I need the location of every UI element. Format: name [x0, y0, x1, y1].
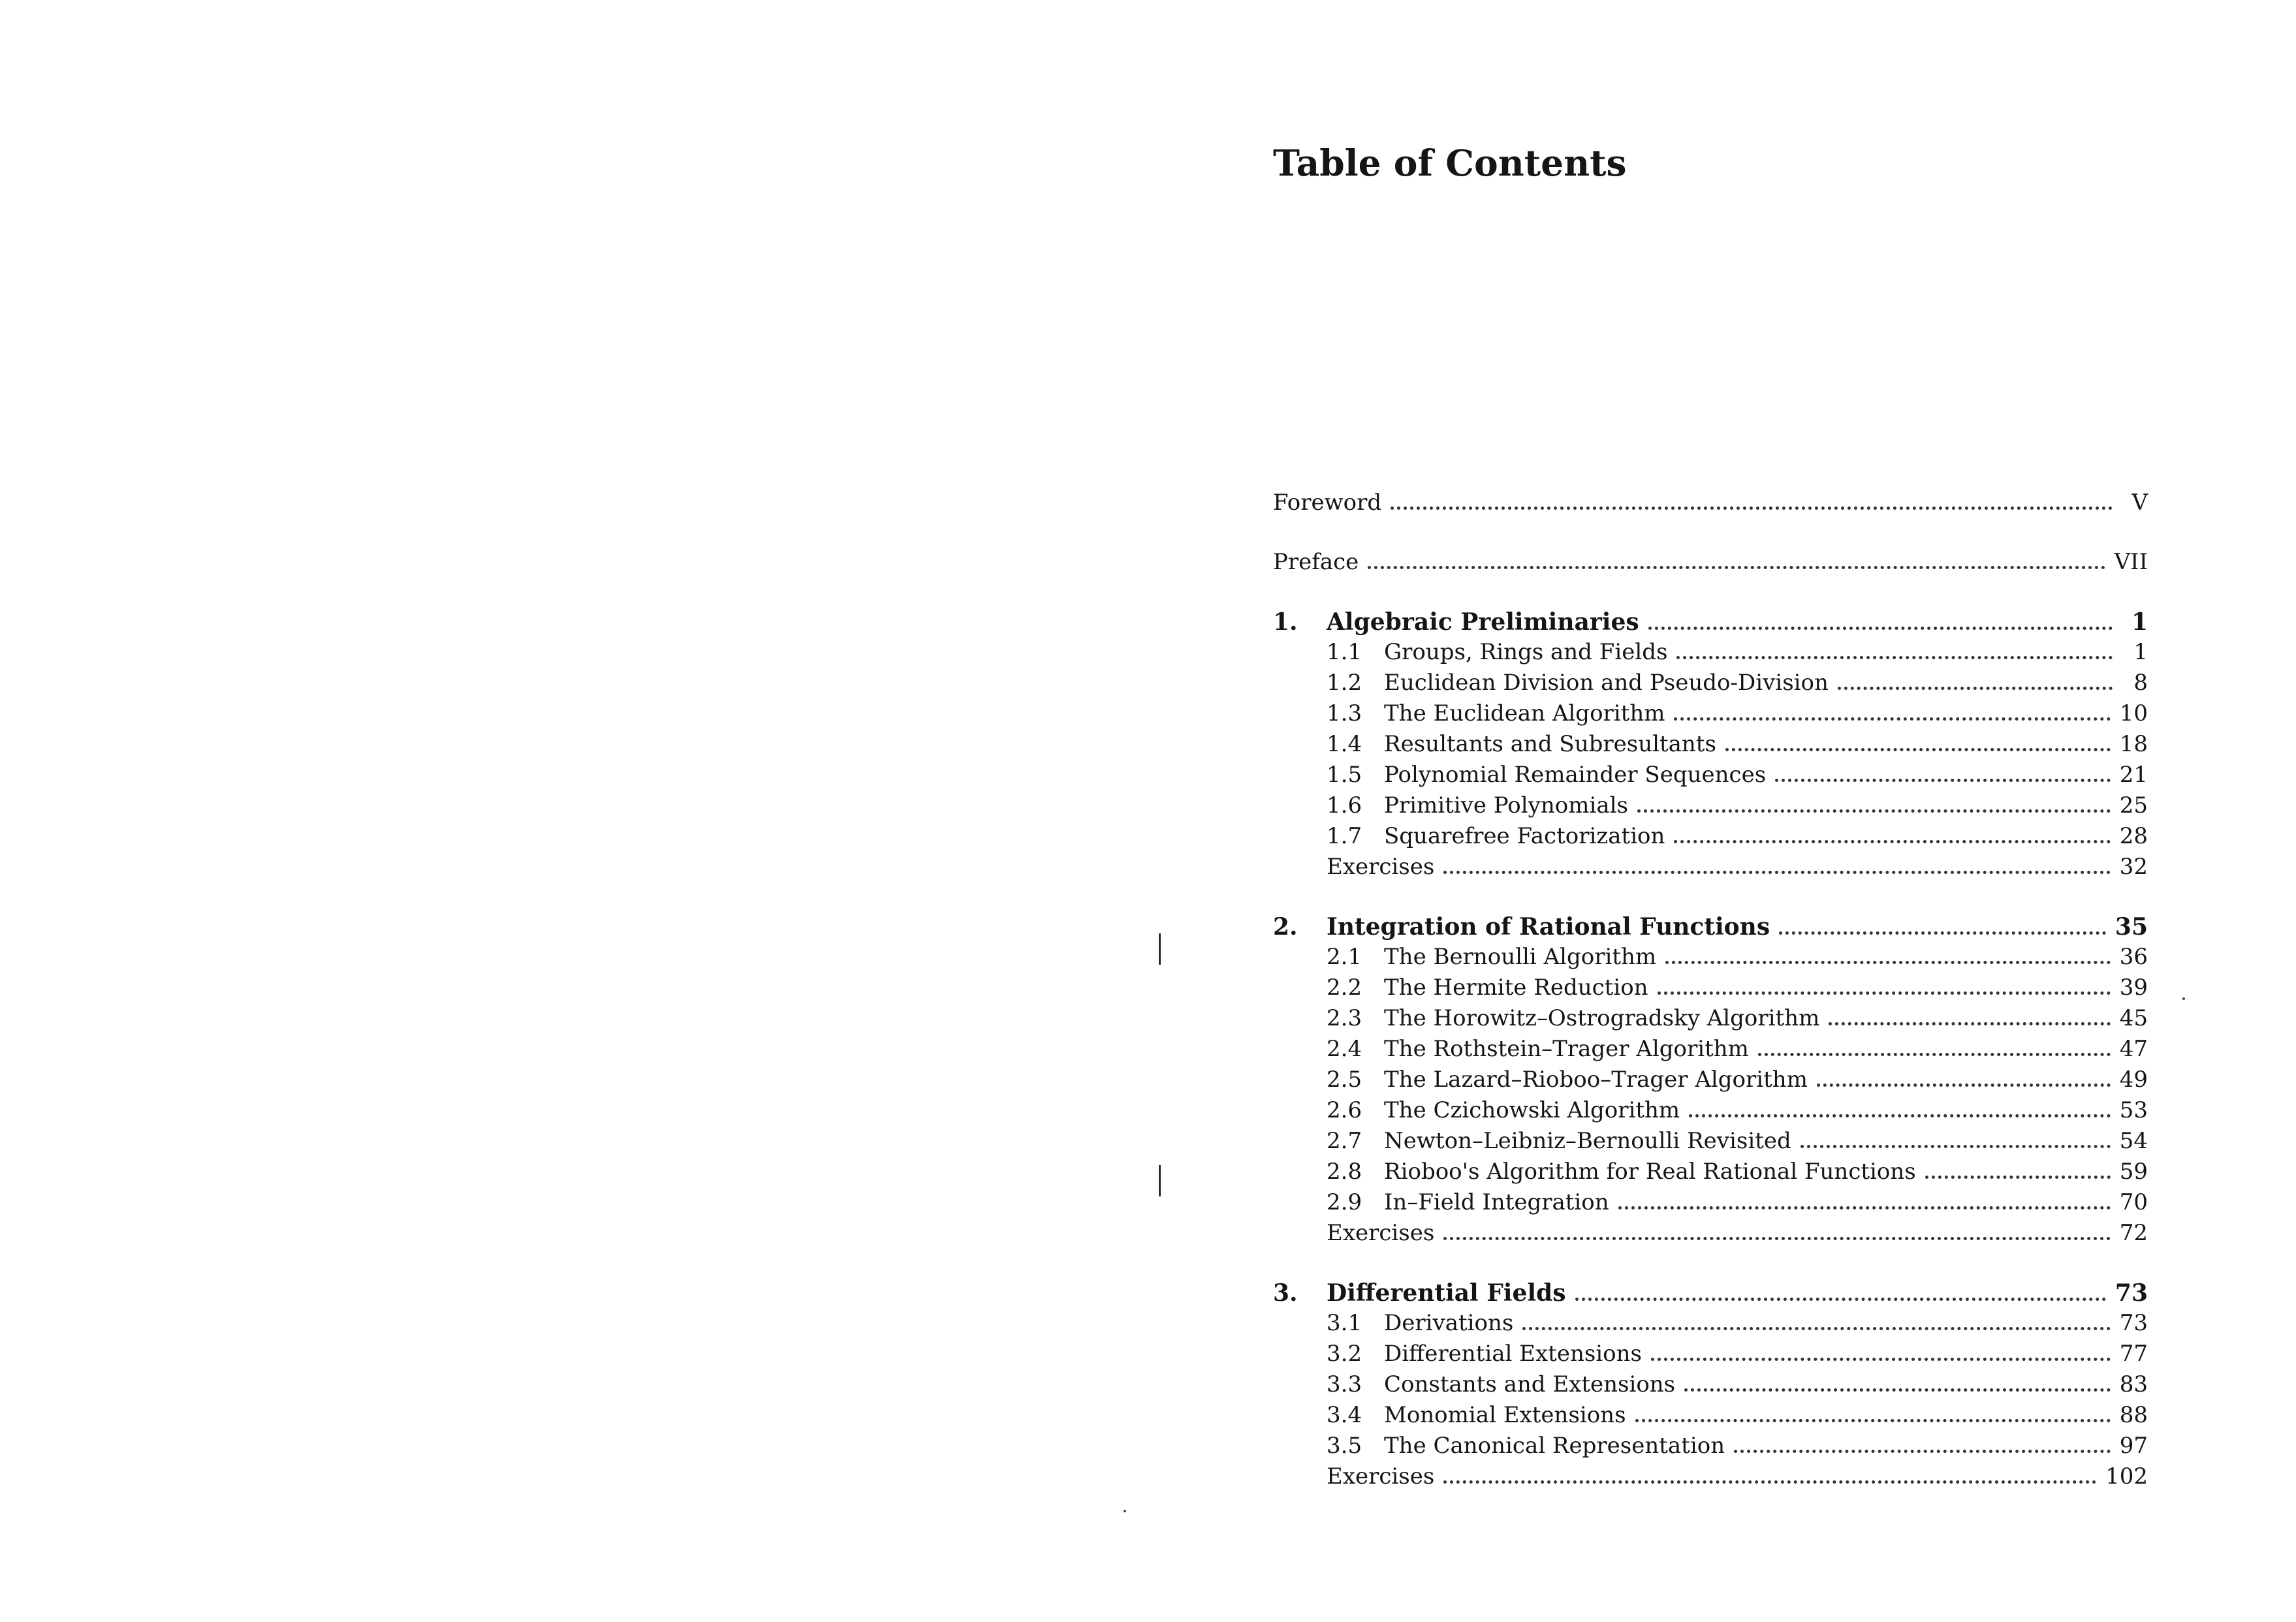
- entry-title: Derivations: [1384, 1310, 1514, 1336]
- entry-number: 1.1: [1327, 639, 1362, 665]
- entry-title: Exercises: [1327, 854, 1435, 880]
- dot-leader: [1522, 1327, 2110, 1330]
- entry-page-number: 53: [2119, 1097, 2148, 1123]
- dot-leader: [1443, 871, 2110, 874]
- dot-leader: [1368, 566, 2105, 569]
- entry-title: Integration of Rational Functions: [1327, 913, 1770, 941]
- toc-entry-front-matter: [1273, 549, 2148, 580]
- entry-title: Groups, Rings and Fields: [1384, 639, 1668, 665]
- dot-leader: [1725, 748, 2111, 751]
- entry-page-number: 1: [2131, 608, 2148, 636]
- entry-title: Preface: [1273, 549, 1359, 575]
- entry-page-number: 28: [2119, 823, 2148, 849]
- dot-leader: [1779, 931, 2106, 935]
- entry-number: 2.1: [1327, 944, 1362, 970]
- toc-entry-chapter: [1273, 1279, 2148, 1310]
- entry-page-number: 102: [2105, 1463, 2148, 1489]
- entry-title: Euclidean Division and Pseudo-Division: [1384, 670, 1829, 696]
- toc-entry-section: [1273, 944, 2148, 975]
- entry-page-number: 39: [2119, 975, 2148, 1001]
- entry-title: The Hermite Reduction: [1384, 975, 1648, 1001]
- toc-entry-section: [1273, 1128, 2148, 1159]
- dot-leader: [1676, 656, 2113, 659]
- toc-entry-section: [1273, 1036, 2148, 1067]
- entry-page-number: 77: [2119, 1341, 2148, 1367]
- entry-number: 3.5: [1327, 1433, 1362, 1459]
- entry-title: Constants and Extensions: [1384, 1371, 1676, 1397]
- dot-leader: [1758, 1053, 2111, 1056]
- entry-title: Exercises: [1327, 1463, 1435, 1489]
- dot-leader: [1618, 1206, 2111, 1209]
- entry-title: The Lazard–Rioboo–Trager Algorithm: [1384, 1067, 1808, 1093]
- chapter-group: [1273, 608, 2148, 884]
- entry-page-number: 73: [2119, 1310, 2148, 1336]
- entry-number: 3.1: [1327, 1310, 1362, 1336]
- dot-leader: [1829, 1022, 2110, 1025]
- toc-entry-section: [1273, 1005, 2148, 1036]
- entry-title: The Canonical Representation: [1384, 1433, 1725, 1459]
- entry-number: 1.5: [1327, 762, 1362, 788]
- entry-number: 3.3: [1327, 1371, 1362, 1397]
- entry-page-number: V: [2131, 490, 2148, 516]
- dot-leader: [1658, 991, 2111, 995]
- entry-title: Differential Extensions: [1384, 1341, 1642, 1367]
- toc-entry-section: [1273, 1402, 2148, 1433]
- entry-title: Monomial Extensions: [1384, 1402, 1626, 1428]
- entry-number: 2.5: [1327, 1067, 1362, 1093]
- dot-leader: [1674, 717, 2110, 721]
- entry-page-number: 1: [2133, 639, 2148, 665]
- dot-leader: [1925, 1176, 2111, 1179]
- entry-number: 2.4: [1327, 1036, 1362, 1062]
- entry-page-number: 32: [2119, 854, 2148, 880]
- entry-title: Foreword: [1273, 490, 1382, 516]
- entry-title: Exercises: [1327, 1220, 1435, 1246]
- entry-page-number: 83: [2119, 1371, 2148, 1397]
- toc-entry-section: [1273, 1310, 2148, 1341]
- toc-entry-section: [1273, 731, 2148, 762]
- entry-title: Squarefree Factorization: [1384, 823, 1665, 849]
- entry-number: 1.4: [1327, 731, 1362, 757]
- entry-number: 2.6: [1327, 1097, 1362, 1123]
- entry-number: 1.2: [1327, 670, 1362, 696]
- entry-number: 2.: [1273, 913, 1298, 941]
- entry-title: Primitive Polynomials: [1384, 792, 1628, 819]
- dot-leader: [1684, 1388, 2111, 1392]
- toc-entry-section: [1273, 762, 2148, 792]
- scan-speck: [1124, 1510, 1126, 1512]
- entry-title: The Rothstein–Trager Algorithm: [1384, 1036, 1749, 1062]
- entry-page-number: 54: [2119, 1128, 2148, 1154]
- toc-list: [1273, 490, 2148, 1523]
- entry-title: The Euclidean Algorithm: [1384, 700, 1665, 726]
- entry-page-number: VII: [2114, 549, 2148, 575]
- dot-leader: [1689, 1114, 2111, 1117]
- dot-leader: [1674, 840, 2110, 843]
- dot-leader: [1801, 1145, 2111, 1148]
- entry-page-number: 45: [2119, 1005, 2148, 1031]
- entry-page-number: 47: [2119, 1036, 2148, 1062]
- toc-entry-chapter: [1273, 608, 2148, 639]
- entry-page-number: 72: [2119, 1220, 2148, 1246]
- scan-speck: [2182, 997, 2185, 1000]
- toc-entry-section: [1273, 1371, 2148, 1402]
- chapter-group: [1273, 1279, 2148, 1494]
- front-matter-group: [1273, 490, 2148, 520]
- entry-number: 2.9: [1327, 1189, 1362, 1215]
- dot-leader: [1637, 809, 2111, 813]
- toc-entry-section: [1273, 700, 2148, 731]
- dot-leader: [1775, 779, 2111, 782]
- dot-leader: [1734, 1450, 2111, 1453]
- entry-page-number: 70: [2119, 1189, 2148, 1215]
- dot-leader: [1817, 1084, 2111, 1087]
- toc-entry-chapter: [1273, 913, 2148, 944]
- entry-title: Differential Fields: [1327, 1279, 1566, 1307]
- dot-leader: [1665, 961, 2111, 964]
- gutter-mark: [1159, 933, 1161, 965]
- entry-number: 3.4: [1327, 1402, 1362, 1428]
- entry-page-number: 59: [2119, 1159, 2148, 1185]
- page-title: Table of Contents: [1273, 142, 1627, 184]
- entry-number: 1.3: [1327, 700, 1362, 726]
- entry-page-number: 21: [2119, 762, 2148, 788]
- entry-page-number: 35: [2115, 913, 2148, 941]
- dot-leader: [1838, 687, 2113, 690]
- toc-page: [1273, 131, 2148, 1489]
- entry-page-number: 73: [2115, 1279, 2148, 1307]
- toc-entry-section: [1273, 792, 2148, 823]
- toc-entry-section: [1273, 639, 2148, 670]
- dot-leader: [1575, 1298, 2106, 1301]
- entry-page-number: 97: [2119, 1433, 2148, 1459]
- dot-leader: [1443, 1237, 2110, 1240]
- dot-leader: [1635, 1419, 2111, 1422]
- entry-page-number: 25: [2119, 792, 2148, 819]
- entry-title: Polynomial Remainder Sequences: [1384, 762, 1767, 788]
- entry-title: Algebraic Preliminaries: [1327, 608, 1639, 636]
- entry-page-number: 88: [2119, 1402, 2148, 1428]
- toc-entry-section: [1273, 1433, 2148, 1463]
- toc-entry-section: [1273, 975, 2148, 1005]
- toc-entry-exercises: [1273, 1463, 2148, 1494]
- toc-entry-section: [1273, 1341, 2148, 1371]
- chapter-group: [1273, 913, 2148, 1251]
- entry-title: The Czichowski Algorithm: [1384, 1097, 1680, 1123]
- entry-title: Rioboo's Algorithm for Real Rational Functions: [1384, 1159, 1916, 1185]
- entry-page-number: 8: [2133, 670, 2148, 696]
- front-matter-group: [1273, 549, 2148, 580]
- entry-number: 3.: [1273, 1279, 1298, 1307]
- dot-leader: [1443, 1480, 2096, 1484]
- toc-entry-section: [1273, 1067, 2148, 1097]
- entry-page-number: 49: [2119, 1067, 2148, 1093]
- toc-entry-section: [1273, 1097, 2148, 1128]
- entry-number: 1.6: [1327, 792, 1362, 819]
- entry-number: 2.7: [1327, 1128, 1362, 1154]
- entry-page-number: 10: [2119, 700, 2148, 726]
- entry-page-number: 18: [2119, 731, 2148, 757]
- entry-title: The Bernoulli Algorithm: [1384, 944, 1657, 970]
- entry-title: Newton–Leibniz–Bernoulli Revisited: [1384, 1128, 1791, 1154]
- toc-entry-section: [1273, 1189, 2148, 1220]
- entry-title: In–Field Integration: [1384, 1189, 1609, 1215]
- toc-entry-section: [1273, 670, 2148, 700]
- entry-number: 1.: [1273, 608, 1298, 636]
- dot-leader: [1391, 507, 2113, 510]
- entry-number: 2.8: [1327, 1159, 1362, 1185]
- toc-entry-exercises: [1273, 854, 2148, 884]
- toc-entry-section: [1273, 823, 2148, 854]
- dot-leader: [1651, 1358, 2111, 1361]
- entry-number: 1.7: [1327, 823, 1362, 849]
- entry-title: Resultants and Subresultants: [1384, 731, 1716, 757]
- toc-entry-section: [1273, 1159, 2148, 1189]
- gutter-mark: [1159, 1165, 1161, 1196]
- entry-number: 3.2: [1327, 1341, 1362, 1367]
- toc-entry-front-matter: [1273, 490, 2148, 520]
- entry-number: 2.3: [1327, 1005, 1362, 1031]
- dot-leader: [1648, 627, 2113, 630]
- entry-page-number: 36: [2119, 944, 2148, 970]
- entry-title: The Horowitz–Ostrogradsky Algorithm: [1384, 1005, 1820, 1031]
- entry-number: 2.2: [1327, 975, 1362, 1001]
- toc-entry-exercises: [1273, 1220, 2148, 1251]
